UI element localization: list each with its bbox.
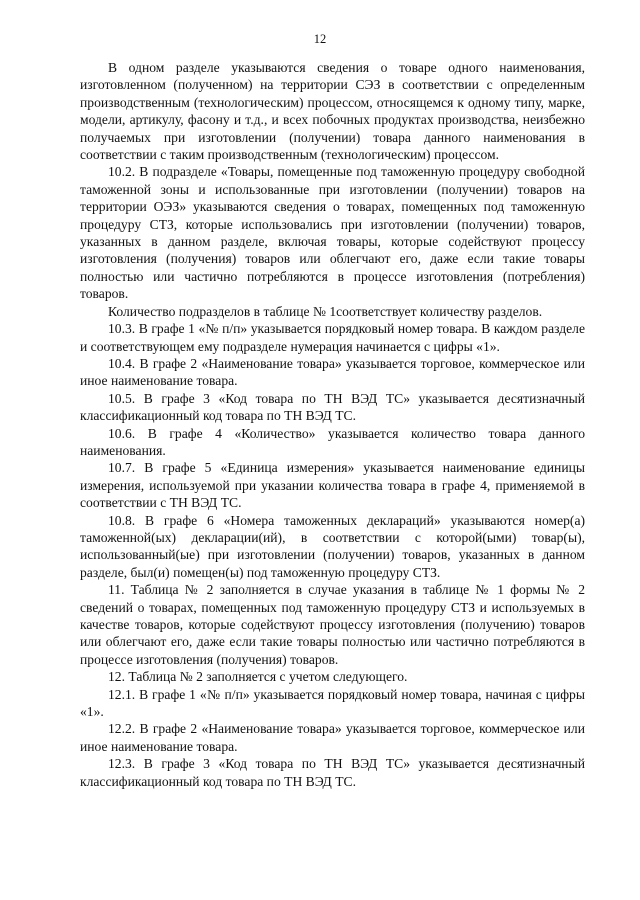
paragraph-12-2: 12.2. В графе 2 «Наименование товара» указывается торговое, коммерческое или иное наименование товара. [80, 721, 585, 754]
page-number: 12 [313, 32, 327, 46]
paragraph-12-3: 12.3. В графе 3 «Код товара по ТН ВЭД ТС» указывается десятизначный классификационный код товара по ТН ВЭД ТС. [80, 756, 585, 789]
paragraph-12: 12. Таблица № 2 заполняется с учетом следующего. [108, 669, 408, 685]
paragraph-10-7: 10.7. В графе 5 «Единица измерения» указывается наименование единицы измерения, используемой при указании количества товара в графе 4, применяемой в соответствии с ТН ВЭД ТС. [80, 460, 585, 511]
body-text [80, 59, 585, 790]
paragraph-10-2: 10.2. В подразделе «Товары, помещенные под таможенную процедуру свободной таможенной зоны и использованные при изготовлении (получении) товаров на территории ОЭЗ» указываются сведения о товарах, помещенных под таможенную процедуру СТЗ, которые использовались при изготовлении (получении) товаров, указанных в данном разделе, включая товары, которые содействуют процессу изготовления (получения) товаров или облегчают его, даже если такие товары полностью или частично потребляются в процессе изготовления (потребления) товаров. [80, 164, 585, 302]
paragraph-10-5: 10.5. В графе 3 «Код товара по ТН ВЭД ТС» указывается десятизначный классификационный код товара по ТН ВЭД ТС. [80, 390, 585, 424]
paragraph-10-6: 10.6. В графе 4 «Количество» указывается количество товара данного наименования. [80, 425, 585, 458]
paragraph-section-scope: В одном разделе указываются сведения о товаре одного наименования, изготовленном (полученном) на территории СЭЗ в соответствии с определенным производственным (технологическим) процессом, относящемся к одному типу, марке, модели, артикулу, фасону и т.д., и всех побочных продуктах производства, неизбежно получаемых при изготовлении (получении) товара данного наименования в соответствии с таким производственным (технологическим) процессом. [80, 60, 585, 163]
paragraph-subsection-count: Количество подразделов в таблице № 1соответствует количеству разделов. [108, 303, 543, 319]
paragraph-10-3: 10.3. В графе 1 «№ п/п» указывается порядковый номер товара. В каждом разделе и соответствующем ему подразделе нумерация начинается с цифры «1». [80, 321, 585, 354]
paragraph-10-4: 10.4. В графе 2 «Наименование товара» указывается торговое, коммерческое или иное наименование товара. [80, 355, 585, 389]
paragraph-10-8: 10.8. В графе 6 «Номера таможенных деклараций» указываются номер(а) таможенной(ых) декларации(ий), в соответствии с которой(ыми) товар(ы), использованный(ые) при изготовлении (получении) товаров, указанных в данном разделе, был(и) помещен(ы) под таможенную процедуру СТЗ. [80, 512, 585, 580]
paragraph-12-1: 12.1. В графе 1 «№ п/п» указывается порядковый номер товара, начиная с цифры «1». [80, 686, 585, 720]
paragraph-11: 11. Таблица № 2 заполняется в случае указания в таблице № 1 формы № 2 сведений о товарах, помещенных под таможенную процедуру СТЗ и используемых в качестве товаров, которые содействуют процессу изготовления (получению) товаров или облегчают его, даже если такие товары полностью или частично потребляются в процессе изготовления (получения) товаров. [80, 582, 585, 667]
